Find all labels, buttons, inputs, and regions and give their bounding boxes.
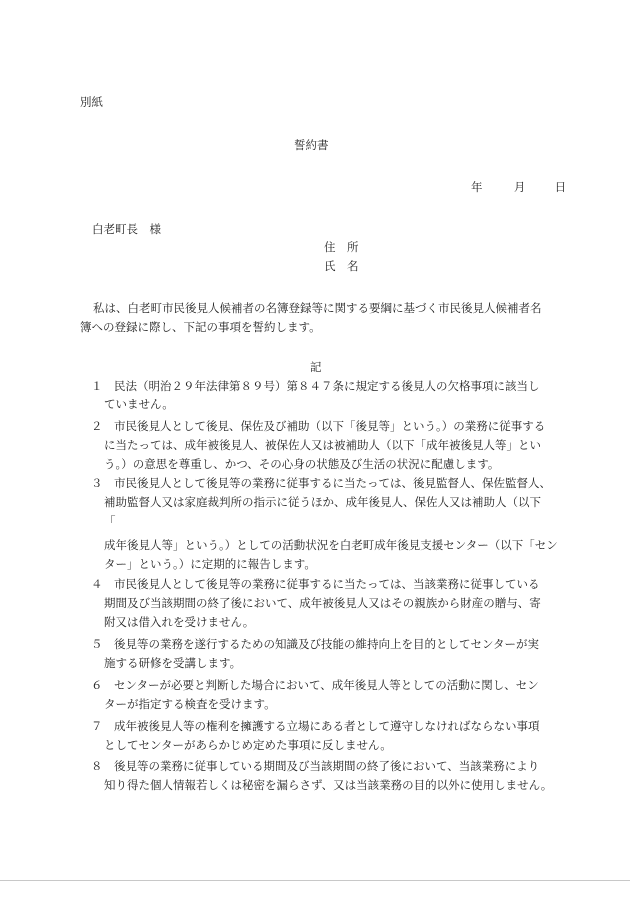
date-line — [471, 179, 566, 195]
item-6-line-1: ６ センターが必要と判断した場合において、成年後見人等としての活動に関し、セン — [91, 678, 539, 692]
item-7-line-1: ７ 成年被後見人等の権利を擁護する立場にある者として遵守しなければならない事項 — [91, 719, 540, 733]
item-2-line-3: う。）の意思を尊重し、かつ、その心身の状態及び生活の状況に配慮します。 — [104, 457, 500, 471]
item-7-line-2: としてセンターがあらかじめ定めた事項に反しません。 — [104, 738, 392, 752]
item-1-line-1: １ 民法（明治２９年法律第８９号）第８４７条に規定する後見人の欠格事項に該当し — [91, 379, 540, 393]
ki-heading: 記 — [310, 360, 322, 374]
item-3-line-1: ３ 市民後見人として後見等の業務に従事するに当たっては、後見監督人、保佐監督人、 — [91, 476, 551, 490]
item-3-line-2: 補助監督人又は家庭裁判所の指示に従うほか、成年後見人、保佐人又は補助人（以下 — [104, 495, 541, 509]
item-4-line-1: ４ 市民後見人として後見等の業務に従事するに当たっては、当該業務に従事している — [91, 577, 540, 591]
address-label: 住 所 — [324, 240, 359, 254]
item-6-line-2: ターが指定する検査を受けます。 — [104, 697, 276, 711]
attachment-label: 別紙 — [80, 95, 103, 109]
item-3-line-3: 「 — [104, 514, 116, 528]
item-5-line-2: 施する研修を受講します。 — [104, 656, 242, 670]
addressee: 白老町長 様 — [92, 222, 161, 236]
date-day-label: 日 — [554, 180, 567, 194]
intro-line-1: 私は、白老町市民後見人候補者の名簿登録等に関する要綱に基づく市民後見人候補者名 — [93, 301, 542, 315]
item-4-line-3: 附又は借入れを受けません。 — [104, 615, 255, 629]
bottom-divider — [0, 880, 630, 881]
name-label: 氏 名 — [324, 259, 359, 273]
date-month-label: 月 — [513, 180, 526, 194]
item-8-line-1: ８ 後見等の業務に従事している期間及び当該期間の終了後において、当該業務により — [91, 759, 540, 773]
item-2-line-2: に当たっては、成年被後見人、被保佐人又は被補助人（以下「成年被後見人等」とい — [104, 438, 541, 452]
item-3-line-4: 成年後見人等」という。）としての活動状況を白老町成年後見支援センター（以下「セン — [104, 538, 558, 552]
item-4-line-2: 期間及び当該期間の終了後において、成年被後見人又はその親族から財産の贈与、寄 — [104, 596, 541, 610]
date-year-label: 年 — [471, 180, 483, 194]
intro-line-2: 簿への登録に際し、下記の事項を誓約します。 — [80, 320, 321, 334]
item-5-line-1: ５ 後見等の業務を遂行するための知識及び技能の維持向上を目的としてセンターが実 — [91, 637, 540, 651]
item-2-line-1: ２ 市民後見人として後見、保佐及び補助（以下「後見等」という。）の業務に従事する — [91, 419, 546, 433]
document-title: 誓約書 — [294, 138, 329, 152]
item-8-line-2: 知り得た個人情報若しくは秘密を漏らさず、又は当該業務の目的以外に使用しません。 — [104, 778, 553, 792]
item-1-line-2: ていません。 — [104, 397, 174, 411]
item-3-line-5: ター」という。）に定期的に報告します。 — [104, 557, 316, 571]
